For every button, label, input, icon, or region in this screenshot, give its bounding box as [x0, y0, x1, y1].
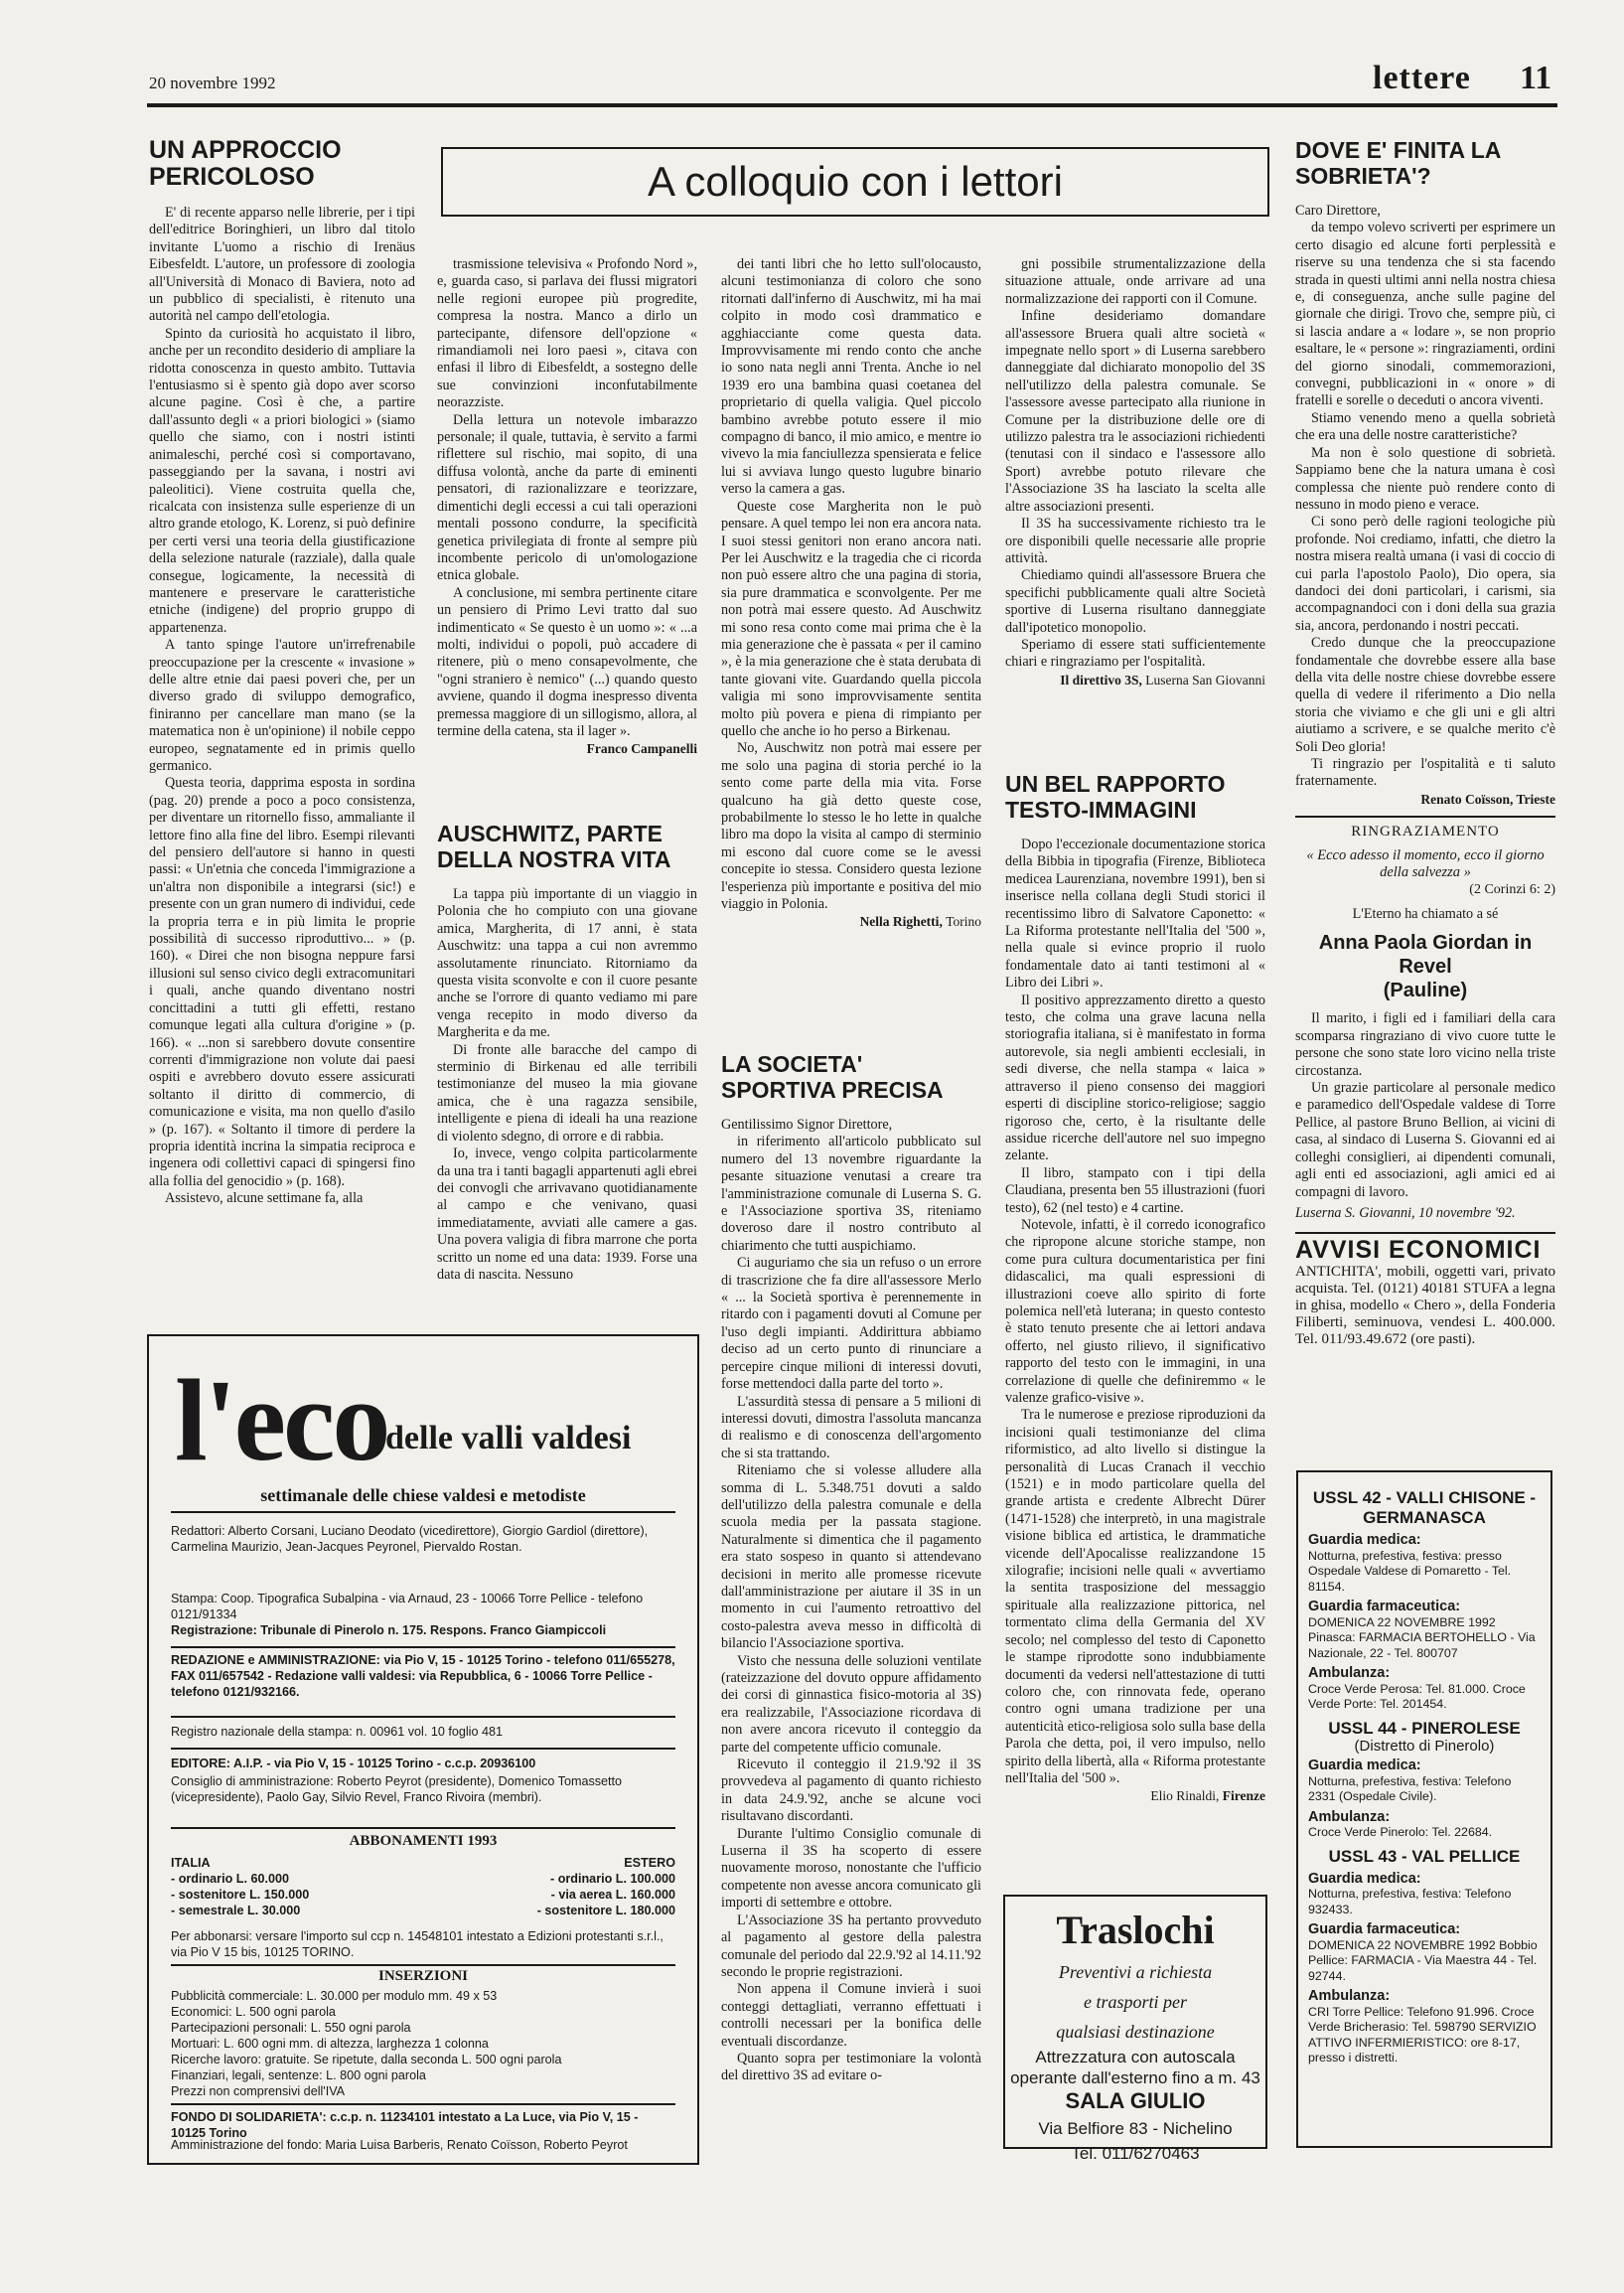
- signature-place: Torino: [946, 914, 981, 930]
- paragraph: Infine desideriamo domandare all'assessore Bruera quali altre società « impegnate nello sport » di Luserna sarebbero danneggiate dal dichiarato monopolio del 3S nell'utilizzo della palestra comunale. Se l'assessore avesse partecipato alla riunione in Comune per la distribuzione delle ore di utilizzo palestra tra le associazioni richiedenti (tenutasi con il sindaco e l'assessore allo Sport) avrebbe potuto rilevare che l'Associazione 3S ha lasciato la scelta alle altre associazioni presenti.: [1005, 308, 1265, 515]
- article-rapporto: [1005, 771, 1265, 1878]
- ussl-service-label: Guardia farmaceutica:: [1308, 1921, 1461, 1937]
- deceased-name-text: Anna Paola Giordan in Revel: [1318, 932, 1533, 979]
- paragraph: A tanto spinge l'autore un'irrefrenabile preoccupazione per la crescente « invasione » delle altre etnie dai paesi poveri che, per un diverso grado di sviluppo demografico, finiranno per cancellare man mano (se la matematica non è un'opinione) il nobile ceppo europeo, segnatamente ed in primis quello germanico.: [149, 637, 415, 774]
- page-date: 20 novembre 1992: [149, 74, 276, 92]
- ad-address: Via Belfiore 83 - Nichelino: [1038, 2119, 1233, 2138]
- letter-greeting: Caro Direttore,: [1295, 203, 1381, 219]
- paragraph: Chiediamo quindi all'assessore Bruera che specifichi pubblicamente quali altre Società sportive di Luserna risultano danneggiate dall'ipotetico monopolio.: [1005, 567, 1265, 636]
- letter-greeting: Gentilissimo Signor Direttore,: [721, 1117, 893, 1133]
- paragraph: Stiamo venendo meno a quella sobrietà che era una delle nostre caratteristiche?: [1295, 409, 1555, 444]
- amministrazione-fondo: Amministrazione del fondo: Maria Luisa Barberis, Renato Coïsson, Roberto Peyrot: [171, 2138, 628, 2152]
- paragraph: Il 3S ha successivamente richiesto tra le ore disponibili quelle necessarie alle proprie attività.: [1005, 516, 1265, 566]
- article-title: AUSCHWITZ, PARTE DELLA NOSTRA VITA: [437, 821, 671, 872]
- ad-title: Traslochi: [1056, 1908, 1215, 1952]
- article-auschwitz: [437, 821, 697, 1311]
- deceased-name: [1295, 931, 1555, 1002]
- masthead-subtitle: delle valli valdesi: [385, 1420, 632, 1456]
- paragraph: Dopo l'eccezionale documentazione storica della Bibbia in tipografia (Firenze, Biblioteca medicea Laurenziana, novembre 1991), ben si inserisce nella collana degli Studi storici il recentissimo libro di Salvatore Caponetto: « La Riforma protestante nell'Italia del '500 », nella quale si evince proprio il ruolo fondamentale dato ai tanti testimoni al « Libro dei Libri ».: [1005, 837, 1265, 992]
- list-item: Pubblicità commerciale: L. 30.000 per modulo mm. 49 x 53: [171, 1989, 498, 2003]
- header-rule: [147, 103, 1557, 107]
- redattori: Redattori: Alberto Corsani, Luciano Deodato (vicedirettore), Giorgio Gardiol (direttore), Carmelina Maurizio, Jean-Jacques Peyronel, Piervaldo Rostan.: [171, 1524, 649, 1554]
- paragraph: Il positivo apprezzamento diretto a questo testo, che colma una grave lacuna nella storiografia italiana, si è manifestato in forma autorevole, sia negli ambienti ecclesiali, in sedi diverse, che nella stampa « laica » attraverso il pieno consenso dei maggiori esperti di discipline storico-religiose; saggio rigoroso che, certo, è la risultante delle assidue ricerche dell'autore nel suo impegno zelante.: [1005, 992, 1265, 1164]
- list-item: Mortuari: L. 600 ogni mm. di altezza, larghezza 1 colonna: [171, 2037, 489, 2051]
- article-body: [721, 256, 981, 913]
- paragraph: Della lettura un notevole imbarazzo personale; il quale, tuttavia, è servito a farmi riflettere sul rischio, mai sopito, di una diffusa volontà, anche da parte di eminenti pensatori, di razionalizzare e teorizzare, dimentichi degli eccessi a cui tali operazioni mentali possono condurre, la specificità genetica privilegiata di fronte al sempre più incombente pericolo di un'omologazione etnica globale.: [437, 411, 697, 584]
- list-item: Partecipazioni personali: L. 550 ogni parola: [171, 2021, 411, 2035]
- ussl-heading: USSL 43 - VAL PELLICE: [1328, 1846, 1521, 1866]
- ussl-service-text: Notturna, prefestiva, festiva: Telefono 2331 (Ospedale Civile).: [1308, 1773, 1512, 1803]
- ussl-service-label: Guardia medica:: [1308, 1758, 1421, 1773]
- right-column: [1295, 137, 1555, 1464]
- stampa: Stampa: Coop. Tipografica Subalpina - via Arnaud, 23 - 10066 Torre Pellice - telefono 0121/91334: [171, 1592, 644, 1621]
- signature: Nella Righetti, Torino: [859, 914, 981, 930]
- paragraph: Questa teoria, dapprima esposta in sordina (pag. 20) prende a poco a poco consistenza, per diventare un ritornello fisso, ammaliante il lettore fino alla fine del libro. Esempi rilevanti del pensiero dell'autore si hanno in questi passi: « Un'etnia che conceda l'immigrazione a un'altra non disponibile a integrarsi (sic!) e presente con un gran numero di individui, cede la propria terra e in più limita le proprie possibilità di successo riproduttivo... » (p. 160). « Direi che non bisogna neppure farsi illusioni sul senso civico degli extracomunitari i quali, anche quando diventano nostri concittadini a tutti gli effetti, restano comunque legati alla cultura d'origine » (p. 166). « ...non si sarebbero dovute consentire correnti d'immigrazione non volute dai paesi ospiti e avrebbero dovuto essere assicurati soltanto il diritto di commercio, di comunicazione e visita, ma non quello d'asilo » (p. 167). « Soltanto il timore di perdere la propria identità incrina la simpatia reciproca e ingenera odi collettivi capaci di spingersi fino alla follia del genocidio » (p. 168).: [149, 775, 415, 1189]
- fondo-solidarieta: FONDO DI SOLIDARIETA': c.c.p. n. 11234101 intestato a La Luce, via Pio V, 15 - 10125 Torino: [171, 2110, 639, 2140]
- article-body: [437, 256, 697, 740]
- abbonamenti-versamento: Per abbonarsi: versare l'importo sul ccp n. 14548101 intestato a Edizioni protestanti s.r.l., via Pio V 15 bis, 10125 TORINO.: [171, 1929, 664, 1959]
- ad-line: qualsiasi destinazione: [1056, 2022, 1215, 2042]
- ad-company: SALA GIULIO: [1065, 2088, 1206, 2113]
- article-title: DOVE E' FINITA LA SOBRIETA'?: [1295, 137, 1501, 189]
- ad-line: Preventivi a richiesta: [1058, 1962, 1213, 1982]
- avvisi-title: AVVISI ECONOMICI: [1295, 1232, 1555, 1259]
- article-body: [1005, 256, 1265, 672]
- article-body: [1005, 837, 1265, 1787]
- italia-rate: - sostenitore L. 150.000: [171, 1888, 310, 1902]
- paragraph: Notevole, infatti, è il corredo iconografico che ripropone alcune storiche stampe, non come pura cultura documentaristica per fini didascalici, ma quali espressioni di illustrazioni coeve allo spirito di forte polemica nell'età luterana; in questo contesto è stato tenuto presente che ai lettori andava offerto, nel giusto rilievo, il significativo rapporto del testo con le immagini, in una correlazione di quelle che definiremmo « le valenze grafico-visive ».: [1005, 1216, 1265, 1406]
- divider: [171, 1964, 675, 1966]
- inserzioni-title: INSERZIONI: [377, 1968, 469, 1984]
- masthead-tagline: settimanale delle chiese valdesi e metodiste: [260, 1485, 586, 1505]
- paragraph: Durante l'ultimo Consiglio comunale di Luserna il 3S ha scoperto di essere nuovamente moroso, nonostante che l'ufficio competente non avesse ancora comunicato gli importi di settembre e ottobre.: [721, 1825, 981, 1911]
- ringraziamento-place-date: Luserna S. Giovanni, 10 novembre '92.: [1295, 1204, 1516, 1221]
- divider: [171, 1716, 675, 1718]
- divider: [171, 1511, 675, 1513]
- paragraph: gni possibile strumentalizzazione della situazione attuale, onde arrivare ad una normalizzazione dei rapporti con il Comune.: [1005, 256, 1265, 307]
- italia-rate: - semestrale L. 30.000: [171, 1904, 301, 1917]
- paragraph: Di fronte alle baracche del campo di sterminio di Birkenau ed alle terribili testimonianze del museo la mia giovane amica, che è una ragazza sensibile, intelligente e piena di ideali ha una reazione di violento sdegno, di orrore e di rabbia.: [437, 1041, 697, 1145]
- signature: Renato Coïsson, Trieste: [1420, 791, 1555, 807]
- list-item: Economici: L. 500 ogni parola: [171, 2005, 336, 2019]
- italia-rate: - ordinario L. 60.000: [171, 1872, 289, 1886]
- paragraph: da tempo volevo scriverti per esprimere un certo disagio ed alcune forti perplessità e riserve su una tendenza che si sta facendo strada in questi ultimi anni nella nostra chiesa e, di conseguenza, anche sulle pagine del giornale che dirigi. Trovo che, sempre più, ci si lascia andare a « lodare », se non proprio esaltare, le « persone »: ringraziamenti, ordini del giorno sinodali, commemorazioni, convegni, pubblicazioni in « onore » di fratelli e sorelle o deceduti o ancora viventi.: [1295, 220, 1555, 409]
- paragraph: Riteniamo che si volesse alludere alla somma di L. 5.348.751 dovuti a saldo dell'utilizzo della palestra comunale e della scuola media per la passata stagione. Naturalmente si dimentica che il pagamento era stato sospeso in quanto si attendevano decisioni in merito alle promesse ricevute dall'amministrazione per aiutare il 3S in un momento in cui l'aumento retroattivo del costo-palestra aveva messo in difficoltà di bilancio l'Associazione sportiva.: [721, 1462, 981, 1652]
- article-approccio-continued: [437, 256, 697, 787]
- ussl-service-label: Guardia medica:: [1308, 1870, 1421, 1887]
- paragraph: Assistevo, alcune settimane fa, alla: [165, 1190, 364, 1207]
- signature-place: Firenze: [1222, 1788, 1265, 1804]
- list-item: Ricerche lavoro: gratuite. Se ripetute, dalla seconda L. 500 ogni parola: [171, 2053, 562, 2066]
- ussl-service-label: Ambulanza:: [1308, 1808, 1391, 1825]
- article-approccio: [149, 137, 415, 1307]
- ad-phone: Tel. 011/6270463: [1071, 2144, 1200, 2163]
- paragraph: in riferimento all'articolo pubblicato sul numero del 13 novembre riguardante la pesante situazione venutasi a creare tra l'amministrazione comunale di Luserna S. G. e l'Associazione sportiva 3S, riteniamo doveroso dare il nostro contributo al chiarimento che tutti auspichiamo.: [721, 1134, 981, 1254]
- ussl-service-label: Guardia medica:: [1308, 1532, 1421, 1548]
- ad-line: Attrezzatura con autoscala operante dall'esterno fino a m. 43: [1010, 2048, 1260, 2087]
- ussl-subheading: (Distretto di Pinerolo): [1354, 1737, 1495, 1755]
- paragraph: Ricevuto il conteggio il 21.9.'92 il 3S provvedeva al pagamento di quanto richiesto in data 24.9.'92, anche se alcune voci risultavano discordanti.: [721, 1757, 981, 1825]
- divider: [171, 1827, 675, 1829]
- ussl-service-text: DOMENICA 22 NOVEMBRE 1992 Pinasca: FARMACIA BERTOHELLO - Via Nazionale, 22 - Tel. 800707: [1308, 1614, 1536, 1660]
- paragraph: Queste cose Margherita non le può pensare. A quel tempo lei non era ancora nata. I suoi stessi genitori non erano ancora nati. Per lei Auschwitz e la tragedia che ci ricorda non può essere altro che una pagina di storia, sia pure drammatica e sconvolgente. Per me non potrà mai essere questo. Ad Auschwitz mi sono resa conto come mai prima che è la mia generazione che è passata « per il camino », è la mia generazione che è stata derubata di tante giovani vite. Guardando quella piccola valigia mi sono improvvisamente sentita molto più povera e piena di rimpianto per quello che anche io ho perso a Birkenau.: [721, 498, 981, 739]
- ussl-services-box: [1296, 1470, 1552, 2148]
- ussl-heading: USSL 42 - VALLI CHISONE - GERMANASCA: [1312, 1488, 1537, 1527]
- redazione: REDAZIONE e AMMINISTRAZIONE: via Pio V, 15 - 10125 Torino - telefono 011/655278, FAX 011/657542 - Redazione valli valdesi: via Repubblica, 6 - 10066 Torre Pellice - telefono 0121/932166.: [171, 1653, 675, 1699]
- signature: Franco Campanelli: [586, 741, 697, 757]
- paragraph: E' di recente apparso nelle librerie, per i tipi dell'editrice Boringhieri, un libro dal titolo invitante L'uomo a rischio di Irenäus Eibesfeldt. L'autore, un professore di zoologia all'Università di Monaco di Baviera, noto ad un pubblico di specialisti, è ritenuto una autorità nel campo dell'etologia.: [149, 205, 415, 325]
- paragraph: Credo dunque che la preoccupazione fondamentale che dovrebbe essere alla base della vita delle nostre chiese dovrebbe essere quella di vedere il riferimento a Dio nella storia che viviamo e che gli uni e gli altri aiutiamo a scrivere, e se qualche merito c'è Soli Deo gloria!: [1295, 635, 1555, 755]
- paragraph: A conclusione, mi sembra pertinente citare un pensiero di Primo Levi tratto dal suo indimenticato « Se questo è un uomo »: « ...a molti, individui o popoli, può accadere di ritenere, più o meno consapevolmente, che "ogni straniero è nemico" (...) quando questo avviene, quando il dogma inespresso diventa premessa maggiore di un sillogismo, allora, al termine della catena, sta il lager ».: [437, 584, 697, 739]
- article-societa-continued: [1005, 256, 1265, 755]
- signature: [1005, 672, 1265, 688]
- abbonamenti-table: [171, 1855, 675, 1918]
- ussl-service-text: Croce Verde Pinerolo: Tel. 22684.: [1308, 1825, 1493, 1839]
- paragraph: Tra le numerose e preziose riproduzioni da incisioni quali testimonianze del clima riformistico, ad alto livello si distingue la personalità di Lucas Cranach il vecchio (1521) e in modo particolare quella del grande artista e credente Albrecht Dürer (1471-1528) che interpretò, in una magistrale visione biblica ed artistica, le drammatiche vicende dell'Apocalisse realizzandone 15 xilografie; incisioni nelle quali « avvertiamo la sentita trasposizione del messaggio spirituale alla realizzazione pittorica, nel tormentato clima della Germania del XV secolo; nel complesso del testo di Caponetto le stampe riprodotte sono indubbiamente documenti da vedersi nell'attestazione di tutti coloro che, con rinnovata fede, operano contro ogni umana tradizione per una autenticità etico-religiosa solo sulla base della Parola che detta, poi, il vero impulso, nello spirito della libertà, alla « Riforma protestante nell'Italia del '500 ».: [1005, 1407, 1265, 1786]
- eco-masthead: [147, 1334, 699, 2165]
- paragraph: Speriamo di essere stati sufficientemente chiari e ringraziamo per l'ospitalità.: [1005, 636, 1265, 671]
- masthead-logo: l'eco: [175, 1355, 388, 1485]
- ussl-service-label: Ambulanza:: [1308, 1988, 1391, 2004]
- article-body: [149, 205, 415, 1208]
- list-item: Prezzi non comprensivi dell'IVA: [171, 2084, 346, 2098]
- consiglio: Consiglio di amministrazione: Roberto Peyrot (presidente), Domenico Tomassetto (vicepresidente), Paolo Gay, Silvio Revel, Franco Rivoira (membri).: [171, 1774, 623, 1804]
- signature-name: Elio Rinaldi,: [1150, 1788, 1220, 1804]
- article-title: UN APPROCCIO PERICOLOSO: [149, 137, 342, 191]
- ussl-service-label: Ambulanza:: [1308, 1665, 1391, 1681]
- signature: [1005, 1787, 1265, 1804]
- divider: [171, 1646, 675, 1648]
- inserzioni-list: [171, 1988, 675, 2099]
- ringraziamento-intro: L'Eterno ha chiamato a sé: [1352, 906, 1499, 923]
- ussl-service-text: Notturna, prefestiva, festiva: Telefono 932433.: [1308, 1887, 1512, 1916]
- article-body: [437, 886, 697, 1284]
- ussl-service-label: Guardia farmaceutica:: [1308, 1599, 1461, 1614]
- paragraph: Io, invece, vengo colpita particolarmente da una tra i tanti bagagli appartenuti agli ebrei dei convogli che arrivavano quotidianamente al campo e che venivano, quasi immediatamente, avviati alle camere a gas. Una povera valigia di fibra marrone che porta scritto un nome ed una data: 1939. Forse una data di nascita. Nessuno: [437, 1146, 697, 1283]
- signature-name: Il direttivo 3S,: [1060, 672, 1142, 688]
- article-body: [1295, 220, 1555, 790]
- article-title: LA SOCIETA' SPORTIVA PRECISA: [721, 1051, 944, 1103]
- paragraph: Ma non è solo questione di sobrietà. Sappiamo bene che la natura umana è così complessa che niente può rendere conto di nessuno in modo pieno e verace.: [1295, 444, 1555, 513]
- estero-rate: - via aerea L. 160.000: [550, 1888, 675, 1902]
- deceased-nickname: (Pauline): [1383, 980, 1468, 1002]
- quote-reference: (2 Corinzi 6: 2): [1469, 881, 1555, 897]
- paragraph: Non appena il Comune invierà i suoi conteggi dettagliati, verranno effettuati i controlli necessari per la bonifica delle eventuali discordanze.: [721, 1981, 981, 2050]
- signature-place: Luserna San Giovanni: [1145, 672, 1265, 688]
- ringraziamento-quote: « Ecco adesso il momento, ecco il giorno della salvezza »: [1306, 846, 1545, 880]
- ussl-service-text: Notturna, prefestiva, festiva: presso Ospedale Valdese di Pomaretto - Tel. 81154.: [1308, 1548, 1512, 1594]
- paragraph: Visto che nessuna delle soluzioni ventilate (rateizzazione del dovuto oppure affidamento dei corsi di ginnastica fisico-motoria al 3S) era realizzabile, l'Associazione ricordava di non avere ancora ricevuto il conteggio da parte del competente ufficio comunale.: [721, 1652, 981, 1756]
- ussl-heading: USSL 44 - PINEROLESE: [1328, 1718, 1521, 1738]
- ussl-service-text: Croce Verde Perosa: Tel. 81.000. Croce Verde Porte: Tel. 201454.: [1308, 1681, 1526, 1711]
- page-number: 11: [1520, 60, 1552, 96]
- ussl-service-text: CRI Torre Pellice: Telefono 91.996. Croce Verde Bricherasio: Tel. 598790 SERVIZIO ATTIVO INFERMIERISTICO: ore 8-17, presso i distretti.: [1308, 2004, 1537, 2064]
- paragraph: Ti ringrazio per l'ospitalità e ti saluto fraternamente.: [1295, 756, 1555, 790]
- italia-label: ITALIA: [171, 1856, 211, 1870]
- estero-rate: - sostenitore L. 180.000: [536, 1904, 675, 1917]
- paragraph: La tappa più importante di un viaggio in Polonia che ho compiuto con una giovane amica, Margherita, di 17 anni, è stata Auschwitz: una tappa a cui non avremmo assolutamente rinunciato. Ritorniamo da questa visita sconvolte e con il cuore pesante anche se l'orrore di quanto vediamo mi pare venga recepito in modo diverso da Margherita e da me.: [437, 886, 697, 1041]
- paragraph: L'Associazione 3S ha pertanto provveduto al pagamento al gestore della palestra comunale del periodo dal 22.9.'92 al 14.11.'92 secondo le proprie registrazioni.: [721, 1911, 981, 1980]
- ringraziamento-body: [1295, 1010, 1555, 1200]
- paragraph: No, Auschwitz non potrà mai essere per me solo una pagina di storia perché io la sento come parte della mia vita. Forse qualcuno ha già detto queste cose, probabilmente lo stesso le ho lette in qualche libro ma dopo la visita al campo di sterminio mi escono dal cuore come se le avessi concepite io stessa. Considero questa lezione l'esperienza più importante e positiva del mio viaggio in Polonia.: [721, 740, 981, 913]
- estero-rate: - ordinario L. 100.000: [550, 1872, 675, 1886]
- estero-label: ESTERO: [624, 1856, 675, 1870]
- article-auschwitz-continued: [721, 256, 981, 1021]
- paragraph: Un grazie particolare al personale medico e paramedico dell'Ospedale valdese di Torre Pellice, al pastore Bruno Bellion, ai vicini di casa, al sindaco di Luserna S. Giovanni ed ai colleghi consiglieri, ai dipendenti comunali, agli enti ed associazioni, agli amici ed ai compagni di lavoro.: [1295, 1080, 1555, 1200]
- signature-name: Nella Righetti: [859, 914, 940, 930]
- paragraph: trasmissione televisiva « Profondo Nord », e, guarda caso, si parlava dei flussi migratori nelle regioni europee più progredite, compresa la nostra. Manco a dirlo un partecipante, difensore dell'opzione « rimandiamoli nei loro paesi », citava con enfasi il libro di Eibesfeldt, a sostegno delle sue convinzioni inconfutabilmente neorazziste.: [437, 256, 697, 411]
- article-title: UN BEL RAPPORTO TESTO-IMMAGINI: [1005, 771, 1226, 823]
- column-banner: A colloquio con i lettori: [441, 147, 1269, 217]
- paragraph: Quanto sopra per testimoniare la volontà del direttivo 3S ad evitare o-: [721, 2050, 981, 2084]
- ad-line: e trasporti per: [1083, 1992, 1187, 2012]
- section-title: lettere: [1373, 60, 1471, 96]
- paragraph: Il marito, i figli ed i familiari della cara scomparsa ringraziano di vivo cuore tutte le persone che sono state loro vicino nella triste circostanza.: [1295, 1010, 1555, 1079]
- editore: EDITORE: A.I.P. - via Pio V, 15 - 10125 Torino - c.c.p. 20936100: [171, 1757, 536, 1770]
- paragraph: Il libro, stampato con i tipi della Claudiana, presenta ben 55 illustrazioni (fuori testo), 62 (nel testo) e 4 cartine.: [1005, 1164, 1265, 1216]
- article-body: [721, 1134, 981, 2084]
- ringraziamento-title: RINGRAZIAMENTO: [1295, 816, 1555, 841]
- paragraph: dei tanti libri che ho letto sull'olocausto, alcuni testimonianza di coloro che sono ritornati dall'inferno di Auschwitz, mi ha mai colpito in modo così drammatico e agghiacciante come questa data. Improvvisamente mi rendo conto che anche io sono nata negli anni Trenta. Anche io nel 1939 ero una bambina quasi coetanea del proprietario di quella valigia. Quel piccolo bambino avrebbe potuto essere il mio compagno di banco, il mio amico, e mentre io vivevo la mia fanciullezza spensierata e felice lui si avviava lungo questo lugubre binario verso la camera a gas.: [721, 256, 981, 498]
- paragraph: Ci sono però delle ragioni teologiche più profonde. Noi crediamo, infatti, che dietro la nostra misera realtà umana (i vasi di coccio di cui parla l'apostolo Paolo), Dio opera, sia dandoci dei doni particolari, i carismi, sia accompagnandoci con i doni della sua grazia sia, ancora, perdonando i nostri peccati.: [1295, 514, 1555, 634]
- divider: [171, 1748, 675, 1750]
- article-societa: [721, 1051, 981, 2273]
- paragraph: L'assurdità stessa di pensare a 5 milioni di interessi dovuti, dimostra l'assoluta mancanza di realismo e di conoscenza dell'argomento che si sta trattando.: [721, 1393, 981, 1461]
- paragraph: Spinto da curiosità ho acquistato il libro, anche per un recondito desiderio di ampliare la ridotta conoscenza in questo ambito. Tuttavia l'entusiasmo si è spento già dopo aver scorso alcune pagine. Così è che, a partire dall'assunto degli « a priori biologici » (siamo quello che siamo, con i nostri istinti animaleschi, perché così si comportavano, passeggiando per la savana, i nostri avi paleolitici). Viene costruita quella che, ricalcata con insistenza sulle esperienze di un altro grande etologo, K. Lorenz, si può definire per certi versi una teoria della giustificazione della selezione naturale (razziale), dalla quale consegue, logicamente, la necessità di mantenere e preservare le caratteristiche etniche (indigene) del proprio gruppo di appartenenza.: [149, 325, 415, 636]
- paragraph: Ci auguriamo che sia un refuso o un errore di trascrizione che fa dire all'assessore Merlo « ... la Società sportiva è perennemente in ritardo con i pagamenti dovuti al Comune per l'uso degli impianti. Addirittura abbiamo deciso ad un certo punto di rinunciare a percepire cinque milioni di interessi dovuti, forse mettendoci dalla parte del torto ».: [721, 1255, 981, 1393]
- traslochi-ad: [1003, 1895, 1267, 2163]
- ussl-service-text: DOMENICA 22 NOVEMBRE 1992 Bobbio Pellice: FARMACIA - Via Maestra 44 - Tel. 92744.: [1308, 1937, 1538, 1983]
- registrazione: Registrazione: Tribunale di Pinerolo n. 175. Respons. Franco Giampiccoli: [171, 1623, 607, 1637]
- registro-stampa: Registro nazionale della stampa: n. 00961 vol. 10 foglio 481: [171, 1725, 503, 1739]
- divider: [171, 2103, 675, 2105]
- list-item: Finanziari, legali, sentenze: L. 800 ogni parola: [171, 2068, 426, 2082]
- abbonamenti-title: ABBONAMENTI 1993: [349, 1833, 498, 1849]
- avvisi-text: ANTICHITA', mobili, oggetti vari, privato acquista. Tel. (0121) 40181 STUFA a legna in ghisa, modello « Chero », della Fonderia Filiberti, seminuova, vendesi L. 400.000. Tel. 011/93.49.672 (ore pasti).: [1295, 1263, 1555, 1347]
